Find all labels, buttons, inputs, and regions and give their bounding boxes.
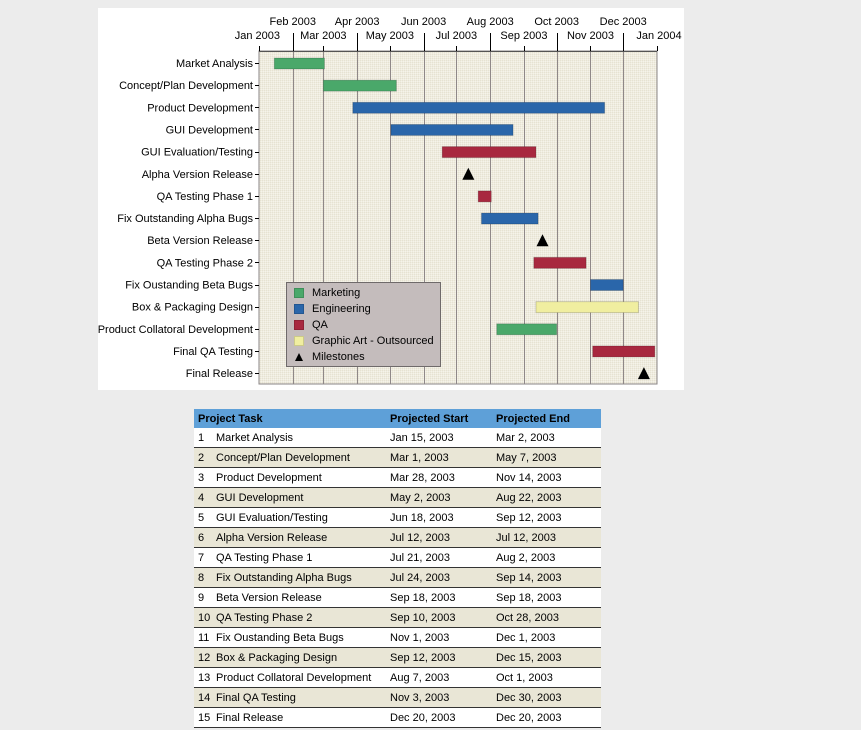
legend-item-engineering	[294, 302, 371, 316]
projected-end: May 7, 2003	[496, 448, 601, 468]
legend-item-graphic-art	[294, 334, 434, 348]
x-tick-label: Apr 2003	[334, 16, 380, 28]
task-label: Market Analysis	[175, 58, 253, 70]
header-project-task: Project Task	[194, 409, 390, 428]
task-name: Box & Packaging Design	[216, 648, 390, 668]
legend-swatch-marketing	[294, 288, 304, 298]
task-name: Alpha Version Release	[216, 528, 390, 548]
x-tick-label: May 2003	[365, 30, 415, 42]
table-row	[194, 568, 601, 588]
task-label: Fix Outstanding Alpha Bugs	[117, 213, 253, 226]
table-row	[194, 488, 601, 508]
header-projected-start: Projected Start	[390, 409, 496, 428]
task-number: 11	[194, 628, 216, 648]
projected-end: Dec 1, 2003	[496, 628, 601, 648]
task-name: Concept/Plan Development	[216, 448, 390, 468]
projected-start: Mar 28, 2003	[390, 468, 496, 488]
task-name: GUI Development	[216, 488, 390, 508]
table-row	[194, 668, 601, 688]
projected-end: Nov 14, 2003	[496, 468, 601, 488]
projected-end: Dec 20, 2003	[496, 708, 601, 728]
legend-item-milestones	[294, 350, 365, 364]
task-bar	[534, 257, 586, 268]
milestone-triangle-icon	[295, 353, 303, 361]
projected-end: Dec 30, 2003	[496, 688, 601, 708]
task-name: Fix Oustanding Beta Bugs	[216, 628, 390, 648]
task-bar	[274, 58, 324, 69]
task-number: 15	[194, 708, 216, 728]
projected-start: Jan 15, 2003	[390, 428, 496, 448]
task-label: Box & Packaging Design	[131, 301, 253, 314]
table-row	[194, 468, 601, 488]
gantt-chart-panel	[98, 8, 684, 390]
task-number: 3	[194, 468, 216, 488]
task-name: QA Testing Phase 2	[216, 608, 390, 628]
task-bar	[536, 302, 638, 313]
task-number: 12	[194, 648, 216, 668]
legend-label: Engineering	[312, 303, 371, 315]
task-name: Final Release	[216, 708, 390, 728]
task-bar	[590, 280, 623, 291]
task-label: GUI Evaluation/Testing	[141, 146, 253, 159]
task-name: Fix Outstanding Alpha Bugs	[216, 568, 390, 588]
table-row	[194, 608, 601, 628]
projected-start: Aug 7, 2003	[390, 668, 496, 688]
task-number: 4	[194, 488, 216, 508]
task-label: Beta Version Release	[147, 235, 253, 248]
chart-legend	[286, 282, 441, 367]
x-tick-label: Jan 2004	[636, 30, 682, 42]
legend-swatch-engineering	[294, 304, 304, 314]
task-label: QA Testing Phase 2	[156, 257, 253, 270]
x-tick-label: Sep 2003	[500, 30, 548, 42]
projected-start: Dec 20, 2003	[390, 708, 496, 728]
task-name: Product Collatoral Development	[216, 668, 390, 688]
task-bar	[497, 324, 557, 335]
table-row	[194, 648, 601, 668]
task-label: Final QA Testing	[173, 345, 253, 358]
x-tick-label: Feb 2003	[269, 16, 317, 28]
task-number: 9	[194, 588, 216, 608]
x-tick-label: Mar 2003	[300, 30, 347, 42]
task-label: QA Testing Phase 1	[156, 190, 253, 203]
task-label: Final Release	[185, 368, 253, 381]
legend-swatch-qa	[294, 320, 304, 330]
x-tick-label: Nov 2003	[566, 30, 615, 42]
table-row	[194, 448, 601, 468]
projected-end: Sep 14, 2003	[496, 568, 601, 588]
x-tick-label: Jul 2003	[435, 30, 478, 42]
task-name: Final QA Testing	[216, 688, 390, 708]
projected-end: Mar 2, 2003	[496, 428, 601, 448]
projected-end: Sep 12, 2003	[496, 508, 601, 528]
projected-start: Jul 12, 2003	[390, 528, 496, 548]
table-row	[194, 628, 601, 648]
x-tick-label: Jun 2003	[401, 16, 447, 28]
task-number: 14	[194, 688, 216, 708]
projected-start: Sep 10, 2003	[390, 608, 496, 628]
legend-item-qa	[294, 318, 328, 332]
task-name: Beta Version Release	[216, 588, 390, 608]
table-row	[194, 428, 601, 448]
table-row	[194, 708, 601, 728]
table-row	[194, 528, 601, 548]
projected-end: Jul 12, 2003	[496, 528, 601, 548]
task-bar	[323, 80, 396, 91]
projected-start: Sep 12, 2003	[390, 648, 496, 668]
task-label: Alpha Version Release	[141, 168, 253, 181]
task-label: Fix Oustanding Beta Bugs	[125, 279, 253, 292]
table-row	[194, 508, 601, 528]
projected-start: Mar 1, 2003	[390, 448, 496, 468]
projected-start: Jul 21, 2003	[390, 548, 496, 568]
x-tick-label: Oct 2003	[534, 16, 580, 28]
task-number: 2	[194, 448, 216, 468]
projected-end: Sep 18, 2003	[496, 588, 601, 608]
task-bar	[353, 102, 605, 113]
projected-start: Sep 18, 2003	[390, 588, 496, 608]
legend-item-marketing	[294, 286, 360, 300]
task-bar	[481, 213, 538, 224]
task-number: 6	[194, 528, 216, 548]
task-number: 13	[194, 668, 216, 688]
projected-end: Aug 22, 2003	[496, 488, 601, 508]
x-tick-label: Aug 2003	[466, 16, 514, 28]
task-name: GUI Evaluation/Testing	[216, 508, 390, 528]
task-label: Product Development	[147, 102, 253, 115]
task-number: 1	[194, 428, 216, 448]
task-number: 7	[194, 548, 216, 568]
projected-start: Nov 3, 2003	[390, 688, 496, 708]
projected-start: May 2, 2003	[390, 488, 496, 508]
projected-end: Dec 15, 2003	[496, 648, 601, 668]
projected-end: Aug 2, 2003	[496, 548, 601, 568]
projected-start: Jun 18, 2003	[390, 508, 496, 528]
project-task-table	[194, 409, 601, 728]
legend-label: QA	[312, 319, 328, 331]
task-label: Product Collatoral Development	[98, 323, 253, 336]
projected-start: Jul 24, 2003	[390, 568, 496, 588]
task-number: 5	[194, 508, 216, 528]
table-row	[194, 588, 601, 608]
task-bar	[442, 147, 536, 158]
legend-label: Milestones	[312, 351, 365, 363]
legend-label: Marketing	[312, 287, 361, 299]
x-tick-label: Jan 2003	[234, 30, 280, 42]
task-bar	[391, 124, 513, 135]
projected-end: Oct 28, 2003	[496, 608, 601, 628]
task-label: GUI Development	[165, 124, 253, 137]
legend-label: Graphic Art - Outsourced	[312, 335, 434, 347]
projected-end: Oct 1, 2003	[496, 668, 601, 688]
task-name: Product Development	[216, 468, 390, 488]
x-tick-label: Dec 2003	[599, 16, 647, 28]
legend-swatch-graphic-art	[294, 336, 304, 346]
task-number: 10	[194, 608, 216, 628]
task-name: QA Testing Phase 1	[216, 548, 390, 568]
table-header-row	[194, 409, 601, 428]
header-projected-end: Projected End	[496, 409, 601, 428]
table-row	[194, 688, 601, 708]
projected-start: Nov 1, 2003	[390, 628, 496, 648]
task-bar	[593, 346, 655, 357]
task-label: Concept/Plan Development	[119, 80, 253, 93]
task-bar	[478, 191, 491, 202]
task-number: 8	[194, 568, 216, 588]
task-name: Market Analysis	[216, 428, 390, 448]
table-row	[194, 548, 601, 568]
